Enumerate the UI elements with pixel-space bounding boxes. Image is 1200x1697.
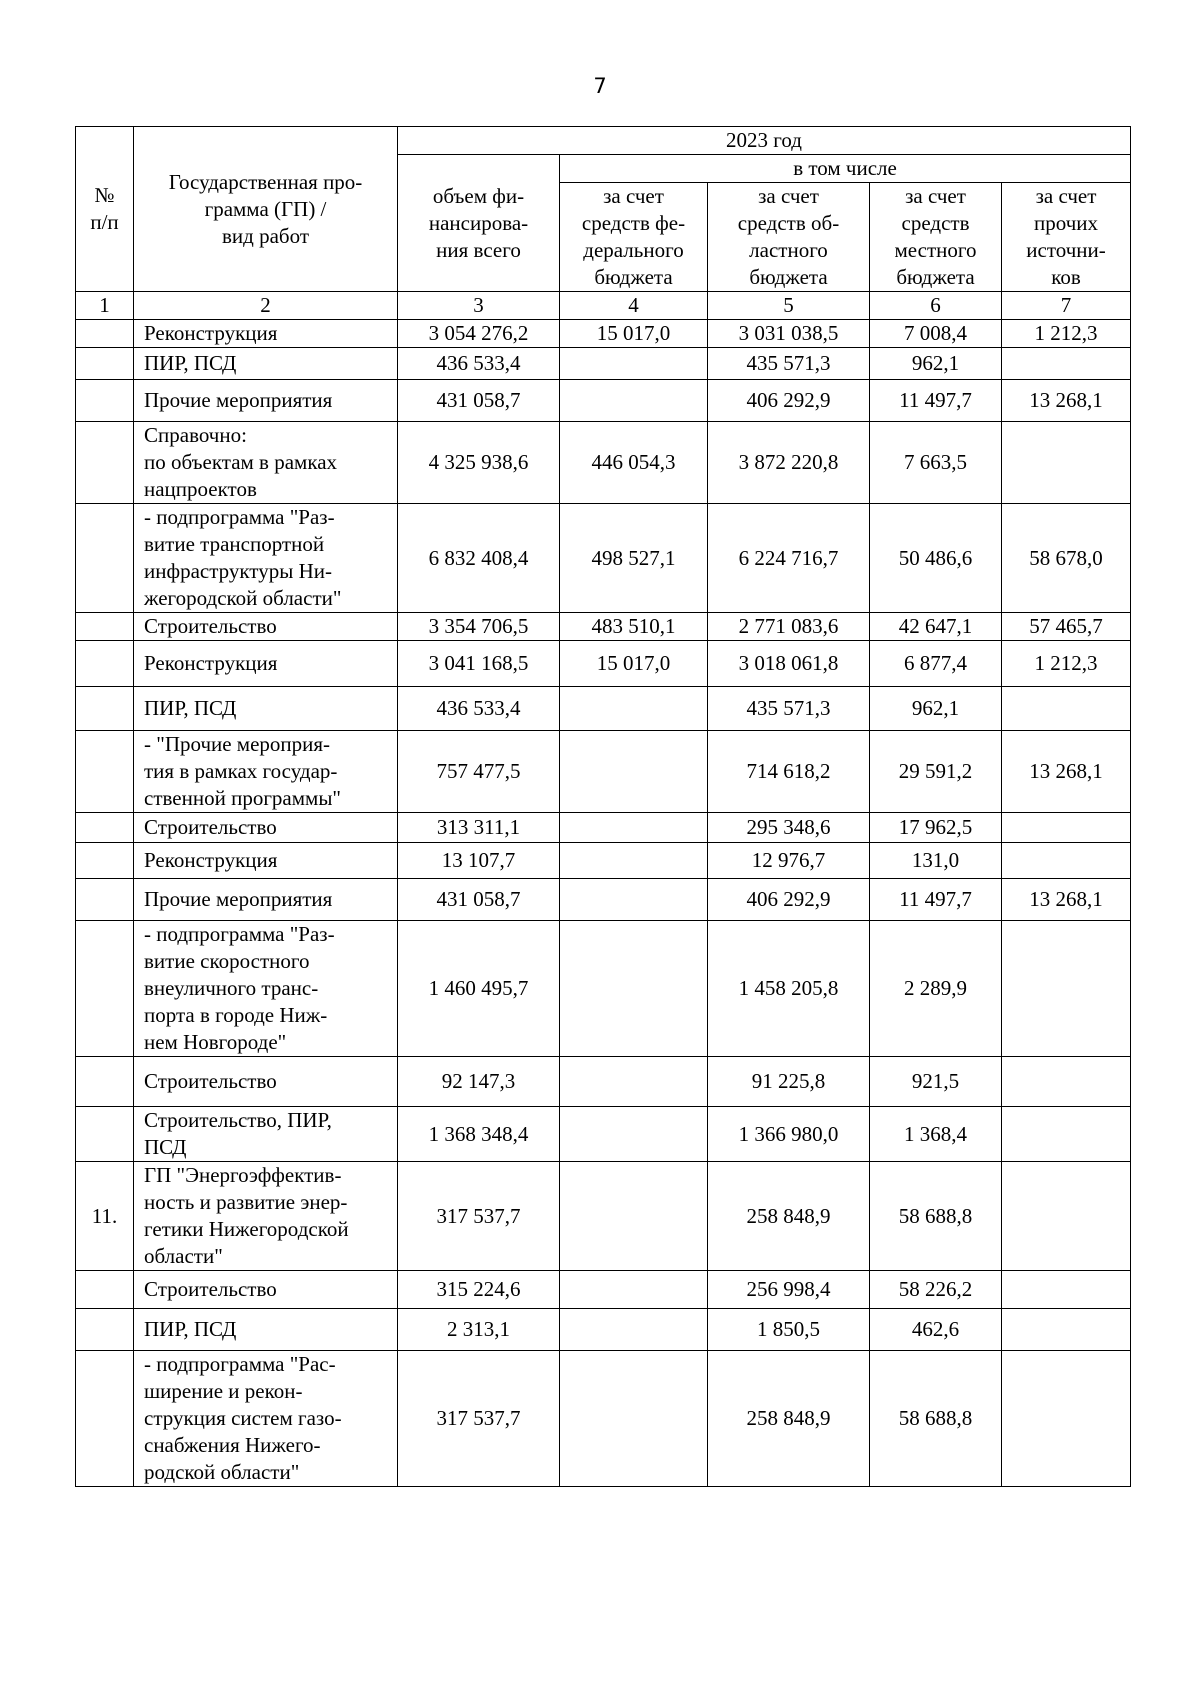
cell-regional: 6 224 716,7 [708, 504, 870, 613]
row-name [134, 921, 398, 1057]
row-name [134, 504, 398, 613]
header-index-2: 2 [134, 292, 398, 320]
row-name [134, 320, 398, 348]
header-col-other: за счет прочих источни- ков [1002, 183, 1131, 292]
cell-total: 313 311,1 [398, 813, 560, 843]
cell-federal: 15 017,0 [560, 320, 708, 348]
table-row [76, 1107, 1131, 1162]
cell-local: 1 368,4 [870, 1107, 1002, 1162]
row-number [76, 320, 134, 348]
row-name-text: - подпрограмма "Раз- витие скоростного внеуличного транс- порта в городе Ниж- нем Новгороде" [144, 922, 335, 1054]
row-number [76, 1107, 134, 1162]
row-number [76, 813, 134, 843]
header-index-6: 6 [870, 292, 1002, 320]
table-header [76, 127, 1131, 320]
header-col-regional: за счет средств об- ластного бюджета [708, 183, 870, 292]
row-name [134, 641, 398, 687]
cell-total: 3 054 276,2 [398, 320, 560, 348]
cell-federal: 446 054,3 [560, 422, 708, 504]
row-name-text: Реконструкция [144, 651, 278, 675]
cell-other: 58 678,0 [1002, 504, 1131, 613]
cell-other: 57 465,7 [1002, 613, 1131, 641]
cell-local: 131,0 [870, 843, 1002, 879]
cell-total: 92 147,3 [398, 1057, 560, 1107]
cell-other [1002, 348, 1131, 380]
cell-total: 1 460 495,7 [398, 921, 560, 1057]
row-number: 11. [76, 1162, 134, 1271]
row-number [76, 641, 134, 687]
cell-other: 1 212,3 [1002, 320, 1131, 348]
cell-regional: 91 225,8 [708, 1057, 870, 1107]
cell-local: 6 877,4 [870, 641, 1002, 687]
cell-federal: 15 017,0 [560, 641, 708, 687]
row-name-text: ГП "Энергоэффектив- ность и развитие энер- гетики Нижегородской области" [144, 1163, 349, 1268]
cell-other: 1 212,3 [1002, 641, 1131, 687]
cell-local: 29 591,2 [870, 731, 1002, 813]
row-number [76, 504, 134, 613]
cell-federal [560, 879, 708, 921]
cell-regional: 2 771 083,6 [708, 613, 870, 641]
row-name-text: - подпрограмма "Раз- витие транспортной инфраструктуры Ни- жегородской области" [144, 505, 342, 610]
cell-regional: 406 292,9 [708, 879, 870, 921]
row-number [76, 380, 134, 422]
cell-local: 7 663,5 [870, 422, 1002, 504]
row-name [134, 731, 398, 813]
header-col-total: объем фи- нансирова- ния всего [398, 155, 560, 292]
row-name-text: Строительство [144, 1277, 277, 1301]
cell-regional: 258 848,9 [708, 1162, 870, 1271]
cell-regional: 435 571,3 [708, 687, 870, 731]
row-name-text: Справочно: по объектам в рамках нацпроектов [144, 423, 338, 501]
row-name-text: - "Прочие мероприя- тия в рамках государ- ственной программы" [144, 732, 342, 810]
cell-local: 17 962,5 [870, 813, 1002, 843]
cell-total: 3 041 168,5 [398, 641, 560, 687]
cell-local: 921,5 [870, 1057, 1002, 1107]
row-number [76, 422, 134, 504]
cell-federal [560, 1162, 708, 1271]
header-col-number: № п/п [76, 127, 134, 292]
cell-other [1002, 813, 1131, 843]
table-row [76, 641, 1131, 687]
cell-other [1002, 1107, 1131, 1162]
header-col-federal: за счет средств фе- дерального бюджета [560, 183, 708, 292]
row-name [134, 879, 398, 921]
cell-total: 431 058,7 [398, 879, 560, 921]
row-number [76, 879, 134, 921]
cell-total: 436 533,4 [398, 348, 560, 380]
cell-total: 757 477,5 [398, 731, 560, 813]
row-name [134, 1309, 398, 1351]
cell-other [1002, 1309, 1131, 1351]
cell-local: 50 486,6 [870, 504, 1002, 613]
cell-federal [560, 1057, 708, 1107]
cell-other [1002, 843, 1131, 879]
cell-other [1002, 1057, 1131, 1107]
cell-federal: 483 510,1 [560, 613, 708, 641]
table-row [76, 813, 1131, 843]
table-row [76, 422, 1131, 504]
cell-local: 7 008,4 [870, 320, 1002, 348]
budget-table [75, 126, 1131, 1487]
row-name [134, 813, 398, 843]
cell-local: 58 688,8 [870, 1162, 1002, 1271]
header-index-5: 5 [708, 292, 870, 320]
row-number [76, 843, 134, 879]
row-name-text: Прочие мероприятия [144, 887, 333, 911]
row-name-text: Реконструкция [144, 848, 278, 872]
cell-regional: 406 292,9 [708, 380, 870, 422]
cell-federal [560, 1271, 708, 1309]
row-name [134, 1351, 398, 1487]
cell-total: 436 533,4 [398, 687, 560, 731]
table-row [76, 921, 1131, 1057]
row-number [76, 613, 134, 641]
cell-other: 13 268,1 [1002, 731, 1131, 813]
cell-local: 11 497,7 [870, 879, 1002, 921]
cell-regional: 3 031 038,5 [708, 320, 870, 348]
table-row [76, 1162, 1131, 1271]
row-name [134, 1271, 398, 1309]
row-name [134, 843, 398, 879]
header-index-1: 1 [76, 292, 134, 320]
cell-regional: 258 848,9 [708, 1351, 870, 1487]
row-name-text: ПИР, ПСД [144, 351, 237, 375]
row-number [76, 687, 134, 731]
cell-local: 462,6 [870, 1309, 1002, 1351]
cell-federal [560, 921, 708, 1057]
cell-regional: 295 348,6 [708, 813, 870, 843]
page-number: 7 [593, 74, 607, 98]
row-name-text: Строительство [144, 1069, 277, 1093]
cell-total: 431 058,7 [398, 380, 560, 422]
row-number [76, 731, 134, 813]
cell-regional: 1 366 980,0 [708, 1107, 870, 1162]
cell-regional: 3 872 220,8 [708, 422, 870, 504]
cell-other: 13 268,1 [1002, 879, 1131, 921]
row-name-text: ПИР, ПСД [144, 696, 237, 720]
cell-federal: 498 527,1 [560, 504, 708, 613]
cell-local: 2 289,9 [870, 921, 1002, 1057]
row-name-text: Строительство [144, 614, 277, 638]
row-number [76, 1271, 134, 1309]
cell-other [1002, 1271, 1131, 1309]
cell-other [1002, 921, 1131, 1057]
cell-other: 13 268,1 [1002, 380, 1131, 422]
cell-other [1002, 687, 1131, 731]
cell-total: 6 832 408,4 [398, 504, 560, 613]
row-name [134, 1057, 398, 1107]
table-row [76, 1271, 1131, 1309]
table-row [76, 843, 1131, 879]
cell-local: 42 647,1 [870, 613, 1002, 641]
table-row [76, 1351, 1131, 1487]
cell-total: 317 537,7 [398, 1351, 560, 1487]
cell-other [1002, 422, 1131, 504]
table-row [76, 1309, 1131, 1351]
cell-local: 58 688,8 [870, 1351, 1002, 1487]
cell-regional: 714 618,2 [708, 731, 870, 813]
table-row [76, 348, 1131, 380]
row-name [134, 348, 398, 380]
header-index-row [76, 292, 1131, 320]
row-name-text: Прочие мероприятия [144, 388, 333, 412]
table-row [76, 879, 1131, 921]
row-number [76, 921, 134, 1057]
row-name [134, 613, 398, 641]
cell-local: 962,1 [870, 687, 1002, 731]
cell-local: 11 497,7 [870, 380, 1002, 422]
cell-total: 2 313,1 [398, 1309, 560, 1351]
row-number [76, 1057, 134, 1107]
header-index-4: 4 [560, 292, 708, 320]
cell-total: 3 354 706,5 [398, 613, 560, 641]
header-year: 2023 год [398, 127, 1131, 155]
cell-federal [560, 1309, 708, 1351]
table-row [76, 1057, 1131, 1107]
cell-total: 13 107,7 [398, 843, 560, 879]
table-row [76, 613, 1131, 641]
header-index-3: 3 [398, 292, 560, 320]
cell-total: 315 224,6 [398, 1271, 560, 1309]
table-row [76, 320, 1131, 348]
table-row [76, 731, 1131, 813]
row-name-text: ПИР, ПСД [144, 1317, 237, 1341]
cell-other [1002, 1351, 1131, 1487]
cell-regional: 1 850,5 [708, 1309, 870, 1351]
cell-federal [560, 1351, 708, 1487]
cell-local: 962,1 [870, 348, 1002, 380]
row-name [134, 1107, 398, 1162]
row-name [134, 687, 398, 731]
cell-federal [560, 731, 708, 813]
cell-federal [560, 380, 708, 422]
header-col-program: Государственная про- грамма (ГП) / вид работ [134, 127, 398, 292]
cell-other [1002, 1162, 1131, 1271]
table-row [76, 687, 1131, 731]
cell-total: 4 325 938,6 [398, 422, 560, 504]
row-number [76, 348, 134, 380]
cell-federal [560, 687, 708, 731]
cell-total: 1 368 348,4 [398, 1107, 560, 1162]
row-name-text: - подпрограмма "Рас- ширение и рекон- струкция систем газо- снабжения Нижего- родской области" [144, 1352, 342, 1484]
header-index-7: 7 [1002, 292, 1131, 320]
table-body [76, 320, 1131, 1487]
row-name [134, 380, 398, 422]
row-name-text: Строительство [144, 815, 277, 839]
table-row [76, 504, 1131, 613]
row-name-text: Строительство, ПИР, ПСД [144, 1108, 332, 1159]
cell-federal [560, 813, 708, 843]
header-including: в том числе [560, 155, 1131, 183]
cell-regional: 3 018 061,8 [708, 641, 870, 687]
cell-federal [560, 1107, 708, 1162]
cell-regional: 1 458 205,8 [708, 921, 870, 1057]
cell-local: 58 226,2 [870, 1271, 1002, 1309]
cell-federal [560, 348, 708, 380]
table-row [76, 380, 1131, 422]
row-name [134, 1162, 398, 1271]
cell-regional: 256 998,4 [708, 1271, 870, 1309]
cell-regional: 435 571,3 [708, 348, 870, 380]
row-number [76, 1309, 134, 1351]
row-name-text: Реконструкция [144, 321, 278, 345]
cell-total: 317 537,7 [398, 1162, 560, 1271]
row-name [134, 422, 398, 504]
cell-regional: 12 976,7 [708, 843, 870, 879]
cell-federal [560, 843, 708, 879]
row-number [76, 1351, 134, 1487]
header-col-local: за счет средств местного бюджета [870, 183, 1002, 292]
